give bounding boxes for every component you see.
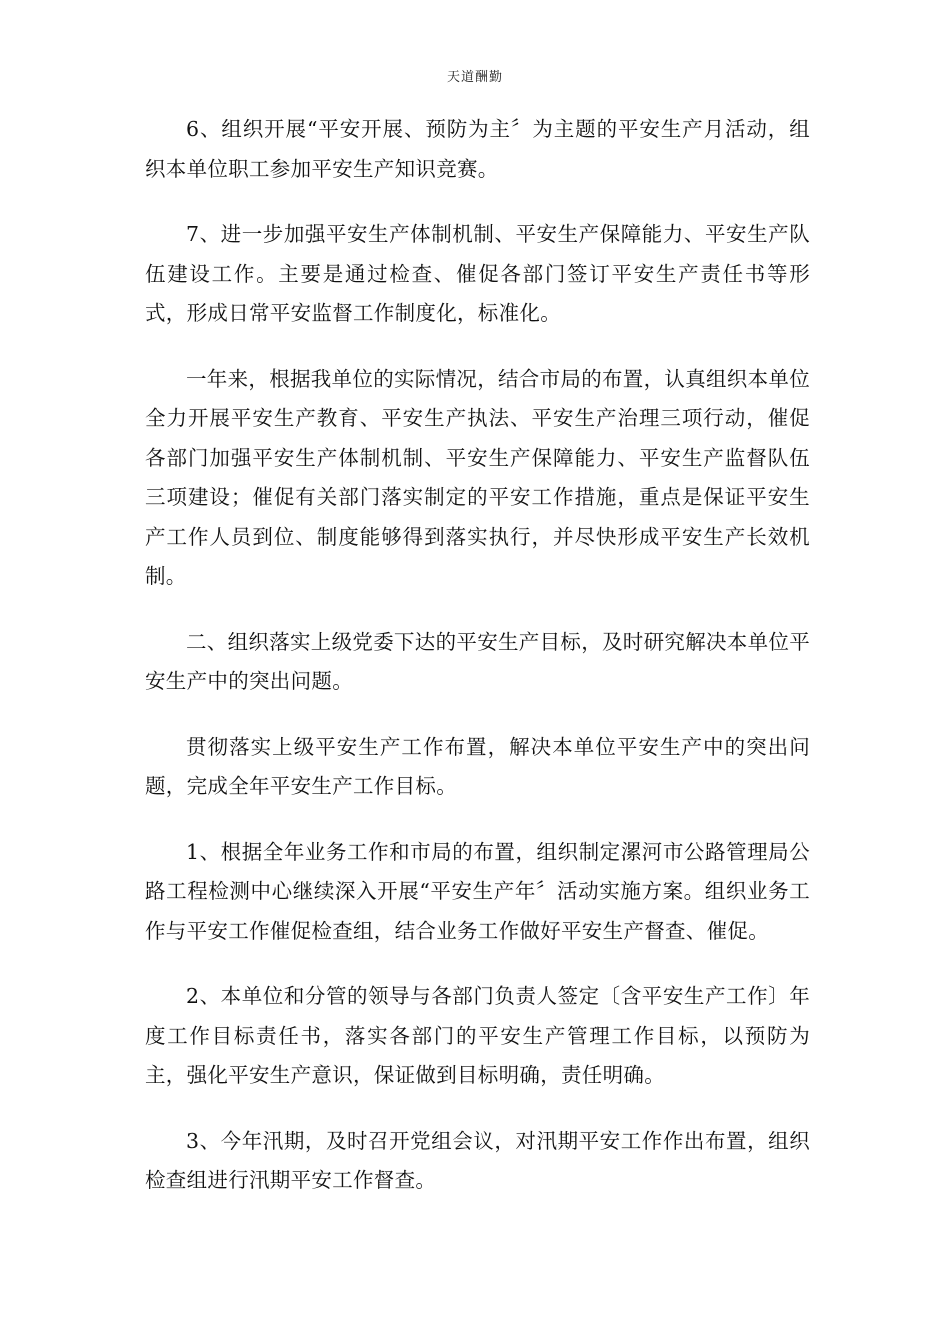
paragraph-item-6: 6、组织开展“平安开展、预防为主〞为主题的平安生产月活动，组织本单位职工参加平安生产知识竞赛。 bbox=[145, 117, 810, 181]
page-header-title: 天道酬勤 bbox=[446, 70, 503, 85]
section-heading-2: 二、组织落实上级党委下达的平安生产目标，及时研究解决本单位平安生产中的突出问题。 bbox=[145, 629, 810, 693]
paragraph-item-7: 7、进一步加强平安生产体制机制、平安生产保障能力、平安生产队伍建设工作。主要是通过检查、催促各部门签订平安生产责任书等形式，形成日常平安监督工作制度化，标准化。 bbox=[145, 222, 810, 325]
paragraph-summary: 一年来，根据我单位的实际情况，结合市局的布置，认真组织本单位全力开展平安生产教育、平安生产执法、平安生产治理三项行动，催促各部门加强平安生产体制机制、平安生产保障能力、平安生产监督队伍三项建设；催促有关部门落实制定的平安工作措施，重点是保证平安生产工作人员到位、制度能够得到落实执行，并尽快形成平安生产长效机制。 bbox=[145, 366, 810, 588]
paragraph-item-2: 2、本单位和分管的领导与各部门负责人签定〔含平安生产工作〕年度工作目标责任书，落实各部门的平安生产管理工作目标，以预防为主，强化平安生产意识，保证做到目标明确，责任明确。 bbox=[145, 984, 810, 1087]
paragraph-item-3: 3、今年汛期，及时召开党组会议，对汛期平安工作作出布置，组织检查组进行汛期平安工作督查。 bbox=[145, 1128, 810, 1192]
paragraph-item-1: 1、根据全年业务工作和市局的布置，组织制定漯河市公路管理局公路工程检测中心继续深入开展“平安生产年〞活动实施方案。组织业务工作与平安工作催促检查组，结合业务工作做好平安生产督查、催促。 bbox=[145, 839, 810, 943]
paragraph-section-intro: 贯彻落实上级平安生产工作布置，解决本单位平安生产中的突出问题，完成全年平安生产工作目标。 bbox=[145, 734, 810, 798]
document-body bbox=[145, 110, 810, 1227]
